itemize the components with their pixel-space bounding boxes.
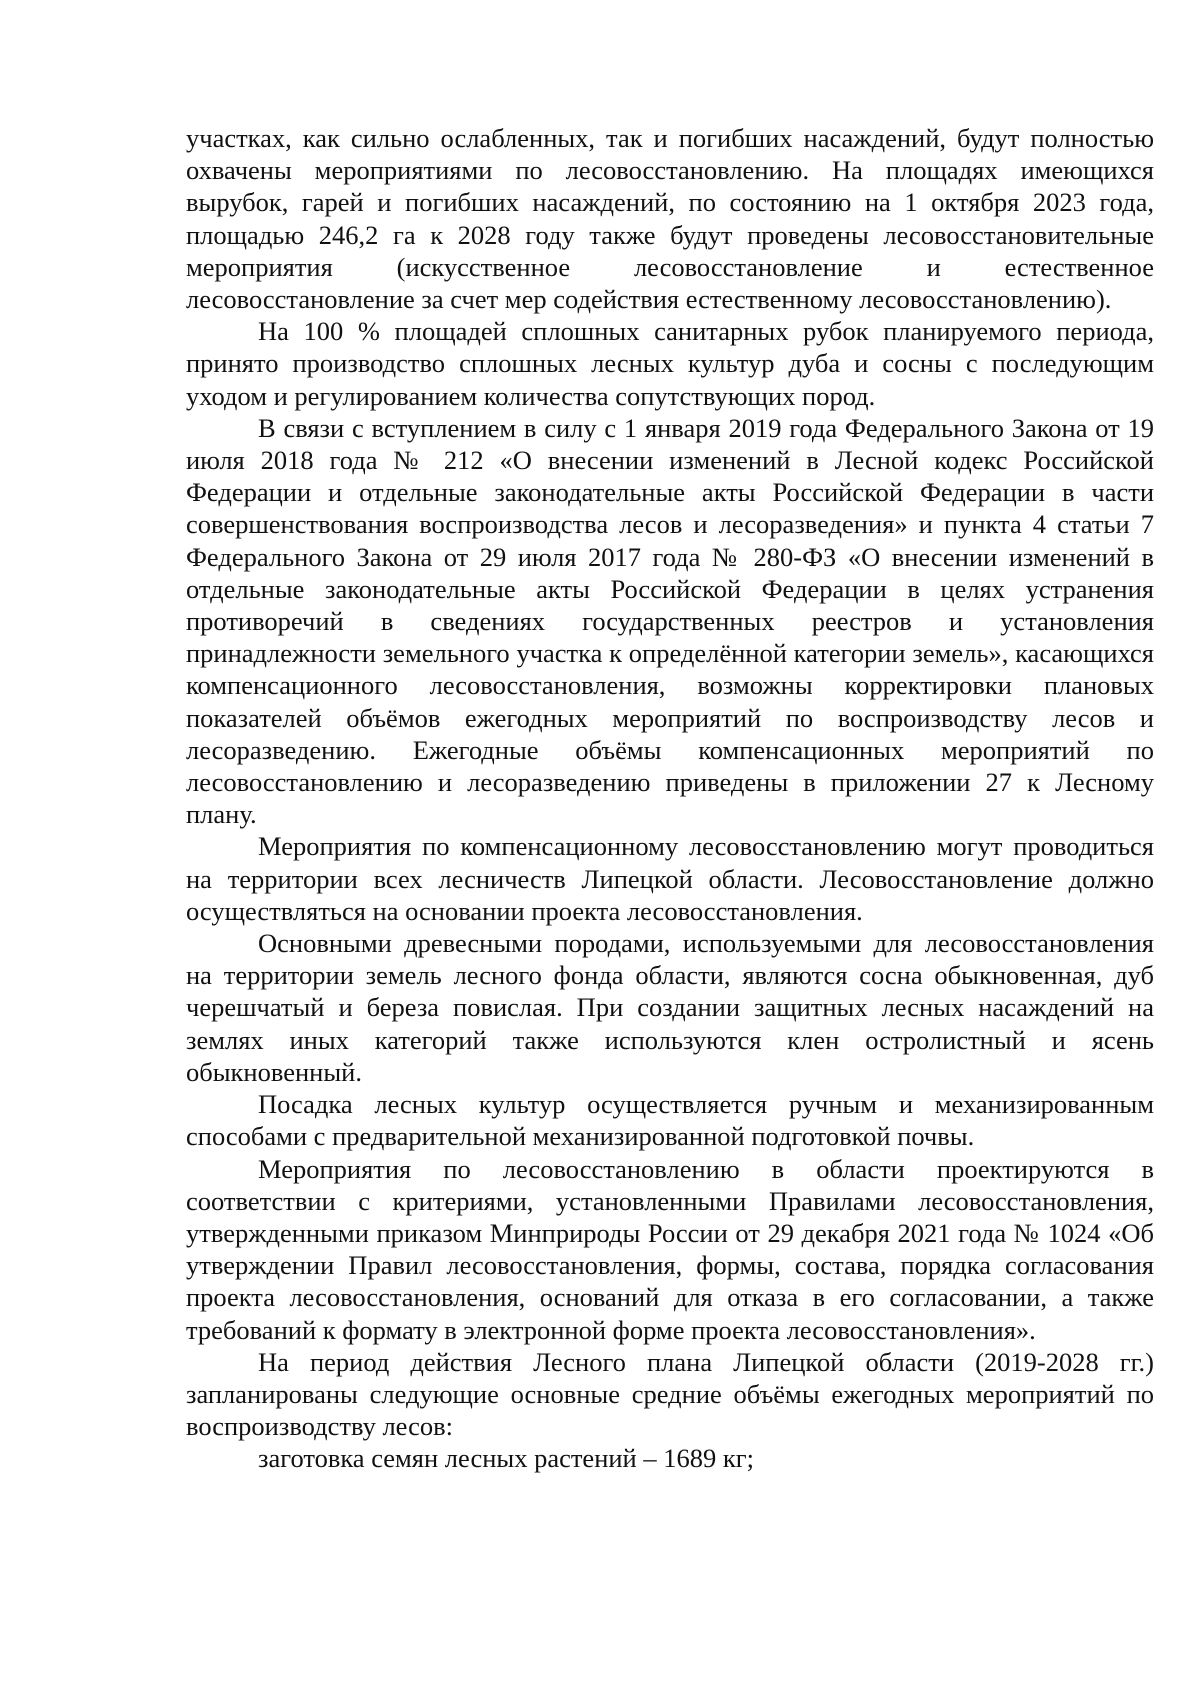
- paragraph-federal-law: В связи с вступлением в силу с 1 января 2019 года Федерального Закона от 19 июля 2018 года № 212 «О внесении изменений в Лесной кодекс Российской Федерации и отдельные законодательные акты Российской Федерации в части совершенствования воспроизводства лесов и лесоразведения» и пункта 4 статьи 7 Федерального Закона от 29 июля 2017 года № 280-ФЗ «О внесении изменений в отдельные законодательные акты Российской Федерации в целях устранения противоречий в сведениях государственных реестров и установления принадлежности земельного участка к определённой категории земель», касающихся компенсационного лесовосстановления, возможны корректировки плановых показателей объёмов ежегодных мероприятий по воспроизводству лесов и лесоразведению. Ежегодные объёмы компенсационных мероприятий по лесовосстановлению и лесоразведению приведены в приложении 27 к Лесному плану.: [186, 412, 1154, 830]
- paragraph-sanitary-felling: На 100 % площадей сплошных санитарных рубок планируемого периода, принято производство сплошных лесных культур дуба и сосны с последующим уходом и регулированием количества сопутствующих пород.: [186, 316, 1154, 411]
- paragraph-reforestation-rules: Мероприятия по лесовосстановлению в области проектируются в соответствии с критериями, установленными Правилами лесовосстановления, утвержденными приказом Минприроды России от 29 декабря 2021 года № 1024 «Об утверждении Правил лесовосстановления, формы, состава, порядка согласования проекта лесовосстановления, оснований для отказа в его согласовании, а также требований к формату в электронной форме проекта лесовосстановления».: [186, 1153, 1154, 1345]
- paragraph-compensation-measures: Мероприятия по компенсационному лесовосстановлению могут проводиться на территории всех лесничеств Липецкой области. Лесовосстановление должно осуществляться на основании проекта лесовосстановления.: [186, 831, 1154, 926]
- paragraph-continuation: участках, как сильно ослабленных, так и погибших насаждений, будут полностью охвачены мероприятиями по лесовосстановлению. На площадях имеющихся вырубок, гарей и погибших насаждений, по состоянию на 1 октября 2023 года, площадью 246,2 га к 2028 году также будут проведены лесовосстановительные мероприятия (искусственное лесовосстановление и естественное лесовосстановление за счет мер содействия естественному лесовосстановлению).: [186, 123, 1154, 315]
- paragraph-planned-volumes: На период действия Лесного плана Липецкой области (2019-2028 гг.) запланированы следующие основные средние объёмы ежегодных мероприятий по воспроизводству лесов:: [186, 1346, 1154, 1442]
- document-body: [186, 122, 1154, 1475]
- list-item-seed-harvesting: заготовка семян лесных растений – 1689 кг;: [258, 1443, 754, 1474]
- paragraph-planting-methods: Посадка лесных культур осуществляется ручным и механизированным способами с предварительной механизированной подготовкой почвы.: [186, 1089, 1154, 1152]
- paragraph-tree-species: Основными древесными породами, используемыми для лесовосстановления на территории земель лесного фонда области, являются сосна обыкновенная, дуб черешчатый и береза повислая. При создании защитных лесных насаждений на землях иных категорий также используются клен остролистный и ясень обыкновенный.: [186, 928, 1154, 1087]
